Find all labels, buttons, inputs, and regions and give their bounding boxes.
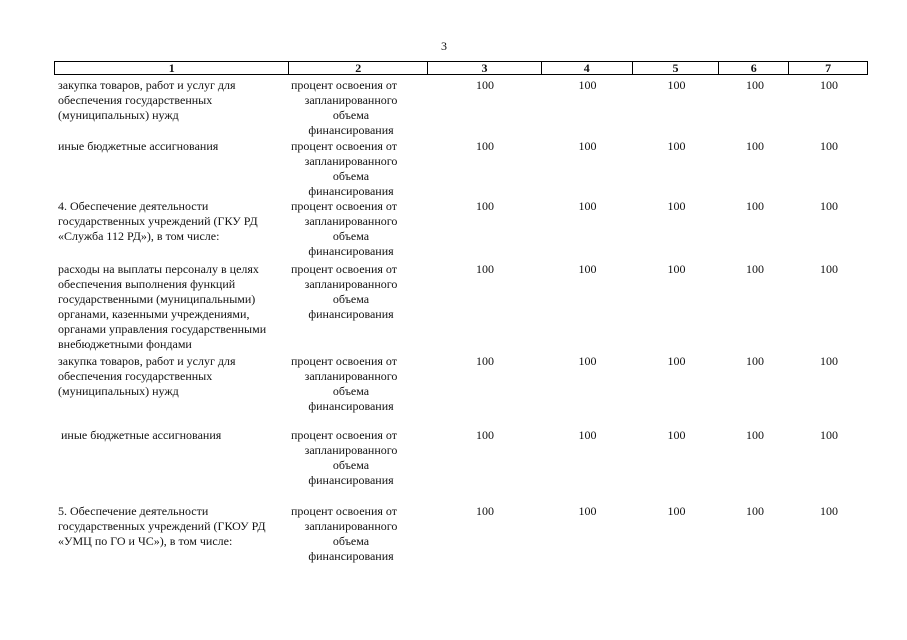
row-value: 100 bbox=[476, 139, 494, 153]
row-value: 100 bbox=[667, 504, 686, 518]
row-unit bbox=[289, 78, 428, 138]
unit-line: запланированного bbox=[304, 93, 398, 107]
unit-line: объема bbox=[332, 458, 370, 472]
unit-line: финансирования bbox=[308, 399, 394, 413]
unit-line: запланированного bbox=[304, 369, 398, 383]
row-value: 100 bbox=[667, 262, 686, 276]
header-col-3: 3 bbox=[428, 62, 542, 74]
row-value: 100 bbox=[667, 428, 686, 442]
unit-line: финансирования bbox=[308, 307, 394, 321]
row-value: 100 bbox=[578, 262, 597, 276]
row-value: 100 bbox=[667, 139, 686, 153]
unit-line: финансирования bbox=[308, 549, 394, 563]
row-value: 100 bbox=[578, 428, 597, 442]
header-col-4: 4 bbox=[542, 62, 633, 74]
row-unit bbox=[289, 428, 428, 488]
row-value: 100 bbox=[820, 262, 838, 276]
header-col-7: 7 bbox=[825, 61, 832, 75]
row-value: 100 bbox=[820, 199, 838, 213]
row-value: 100 bbox=[476, 504, 494, 518]
row-value: 100 bbox=[667, 354, 686, 368]
row-value: 100 bbox=[820, 504, 838, 518]
row-description: расходы на выплаты персоналу в целях обеспечения выполнения функций государственными (муниципальными) органами, казенными учреждениями, органами управления государственными внебюджетными фондами bbox=[58, 262, 267, 351]
table-header bbox=[54, 61, 868, 75]
unit-line: объема bbox=[332, 292, 370, 306]
row-value: 100 bbox=[746, 354, 764, 368]
unit-line: финансирования bbox=[308, 473, 394, 487]
unit-line: объема bbox=[332, 108, 370, 122]
unit-line: процент освоения от bbox=[291, 504, 397, 518]
row-unit bbox=[289, 354, 428, 414]
unit-line: процент освоения от bbox=[291, 428, 397, 442]
row-unit bbox=[289, 262, 428, 352]
row-description: 4. Обеспечение деятельности государственных учреждений (ГКУ РД «Служба 112 РД»), в том числе: bbox=[58, 199, 258, 243]
row-value: 100 bbox=[820, 78, 838, 92]
unit-line: запланированного bbox=[304, 519, 398, 533]
row-value: 100 bbox=[746, 78, 764, 92]
row-value: 100 bbox=[820, 139, 838, 153]
unit-line: процент освоения от bbox=[291, 262, 397, 276]
row-unit bbox=[289, 139, 428, 199]
unit-line: финансирования bbox=[308, 184, 394, 198]
unit-line: финансирования bbox=[308, 244, 394, 258]
header-col-5: 5 bbox=[633, 62, 720, 74]
unit-line: запланированного bbox=[304, 443, 398, 457]
row-value: 100 bbox=[746, 139, 764, 153]
row-value: 100 bbox=[820, 354, 838, 368]
row-value: 100 bbox=[746, 262, 764, 276]
header-col-6: 6 bbox=[719, 62, 789, 74]
row-value: 100 bbox=[578, 199, 597, 213]
row-value: 100 bbox=[578, 504, 597, 518]
unit-line: процент освоения от bbox=[291, 139, 397, 153]
unit-line: запланированного bbox=[304, 214, 398, 228]
row-value: 100 bbox=[476, 78, 494, 92]
page-number: 3 bbox=[441, 39, 447, 53]
unit-line: процент освоения от bbox=[291, 354, 397, 368]
unit-line: процент освоения от bbox=[291, 199, 397, 213]
row-value: 100 bbox=[667, 78, 686, 92]
unit-line: объема bbox=[332, 169, 370, 183]
row-value: 100 bbox=[476, 428, 494, 442]
row-unit bbox=[289, 199, 428, 259]
table-row bbox=[54, 354, 868, 414]
unit-line: финансирования bbox=[308, 123, 394, 137]
unit-line: процент освоения от bbox=[291, 78, 397, 92]
unit-line: объема bbox=[332, 384, 370, 398]
row-unit bbox=[289, 504, 428, 564]
header-col-1: 1 bbox=[55, 62, 289, 74]
row-value: 100 bbox=[476, 199, 494, 213]
header-col-2: 2 bbox=[289, 62, 428, 74]
table-row bbox=[54, 504, 868, 564]
row-value: 100 bbox=[578, 139, 597, 153]
unit-line: объема bbox=[332, 229, 370, 243]
table-row bbox=[54, 262, 868, 352]
row-value: 100 bbox=[476, 354, 494, 368]
table-row bbox=[54, 139, 868, 199]
row-description: закупка товаров, работ и услуг для обеспечения государственных (муниципальных) нужд bbox=[58, 354, 236, 398]
unit-line: объема bbox=[332, 534, 370, 548]
row-value: 100 bbox=[578, 78, 597, 92]
row-value: 100 bbox=[667, 199, 686, 213]
row-value: 100 bbox=[746, 199, 764, 213]
unit-line: запланированного bbox=[304, 154, 398, 168]
row-value: 100 bbox=[820, 428, 838, 442]
unit-line: запланированного bbox=[304, 277, 398, 291]
row-value: 100 bbox=[746, 504, 764, 518]
row-value: 100 bbox=[578, 354, 597, 368]
table-row bbox=[54, 199, 868, 259]
row-value: 100 bbox=[476, 262, 494, 276]
row-value: 100 bbox=[746, 428, 764, 442]
row-description: иные бюджетные ассигнования bbox=[61, 428, 222, 442]
row-description: 5. Обеспечение деятельности государственных учреждений (ГКОУ РД «УМЦ по ГО и ЧС»), в том числе: bbox=[58, 504, 266, 548]
table-row bbox=[54, 428, 868, 488]
row-description: иные бюджетные ассигнования bbox=[58, 139, 219, 153]
table-row bbox=[54, 78, 868, 138]
row-description: закупка товаров, работ и услуг для обеспечения государственных (муниципальных) нужд bbox=[58, 78, 236, 122]
